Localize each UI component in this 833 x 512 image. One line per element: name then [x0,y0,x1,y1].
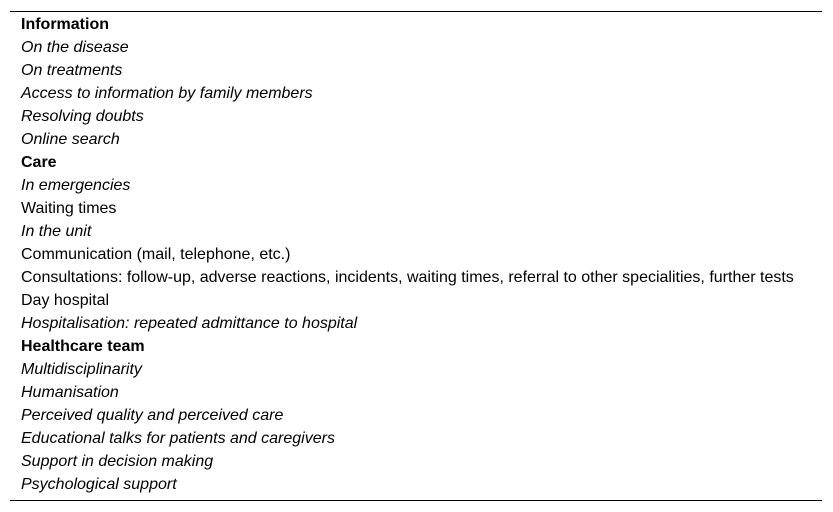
table-body [10,12,822,500]
section-header-care: Care [21,154,57,171]
table-row: Psychological support [21,476,177,493]
table-row: Waiting times [21,200,117,217]
table-row: Day hospital [21,292,110,309]
table-row: Perceived quality and perceived care [21,407,284,424]
table-row: Consultations: follow-up, adverse reactions, incidents, waiting times, referral to other specialities, further tests [21,269,794,286]
table-row: On treatments [21,62,123,79]
table-row: Access to information by family members [21,85,313,102]
table-row: Educational talks for patients and caregivers [21,430,335,447]
section-header-healthcare-team: Healthcare team [21,338,145,355]
table-row: In the unit [21,223,92,240]
table-row: Support in decision making [21,453,214,470]
table-row: Humanisation [21,384,119,401]
section-header-information: Information [21,16,109,33]
needs-table [10,11,822,501]
table-row: Online search [21,131,120,148]
table-row: In emergencies [21,177,131,194]
table-row: Resolving doubts [21,108,144,125]
table-row: Multidisciplinarity [21,361,142,378]
table-row: Communication (mail, telephone, etc.) [21,246,291,263]
table-row: On the disease [21,39,129,56]
table-row: Hospitalisation: repeated admittance to hospital [21,315,358,332]
